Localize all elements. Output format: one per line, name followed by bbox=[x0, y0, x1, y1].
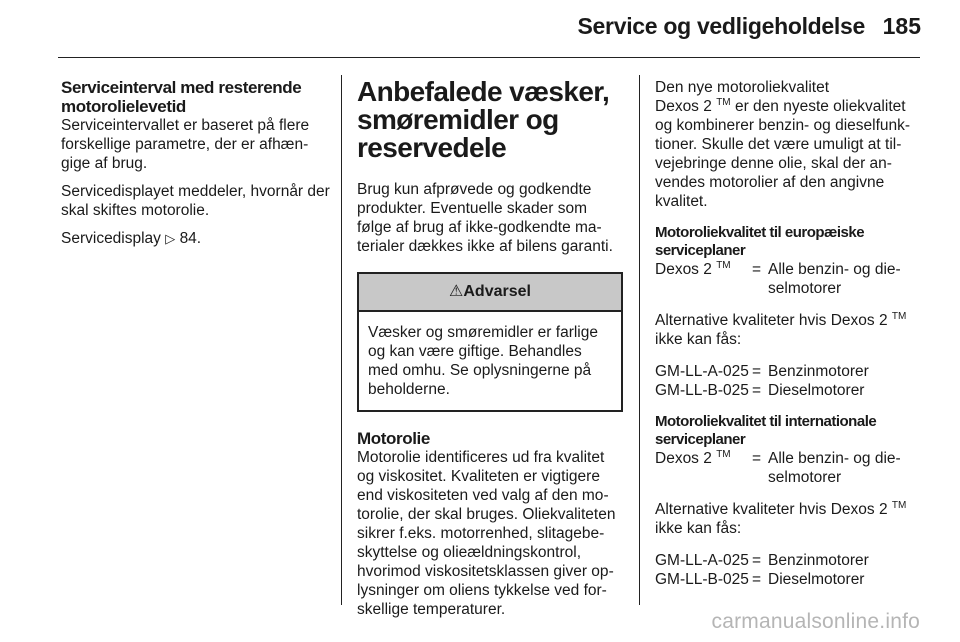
dexos-label: Dexos 2 bbox=[655, 98, 712, 115]
table-cell-value: Alle benzin- og dieselmotorer bbox=[768, 261, 901, 297]
paragraph-reference bbox=[61, 229, 331, 248]
oil-table-eu bbox=[655, 362, 927, 400]
warning-header bbox=[359, 274, 621, 312]
oil-table-intl bbox=[655, 551, 927, 589]
table-cell-eq: = bbox=[752, 571, 762, 588]
table-cell-value: Benzinmotorer bbox=[768, 552, 869, 569]
section-heading-eu: Motoroliekvalitet til europæiske serviceplaner bbox=[655, 224, 865, 259]
watermark: carmanualsonline.info bbox=[711, 610, 920, 633]
table-cell-eq: = bbox=[752, 552, 762, 569]
paragraph: Motorolie identificeres ud fra kvalitet og viskositet. Kvaliteten er vigtigere end viskositeten ved valg af den motorolie, der skal bruges. Oliekvaliteten sikrer f.eks. motorrenhed, slitagebeskyttelse og olieældningskontrol, hvorimod viskositetsklassen giver oplysninger om oliens tykkelse ved forskellige temperaturer. bbox=[357, 449, 616, 618]
paragraph-alternatives: Alternative kvaliteter hvis Dexos 2 ™ ikke kan fås: bbox=[655, 310, 907, 348]
reference-text: Servicedisplay bbox=[61, 230, 161, 247]
table-cell-eq: = bbox=[752, 363, 762, 380]
column-divider-2 bbox=[639, 75, 640, 605]
column-1 bbox=[61, 78, 331, 248]
header-divider bbox=[58, 57, 920, 58]
subheading-text: Den nye motoroliekvalitet bbox=[655, 79, 830, 96]
column-3 bbox=[655, 78, 927, 589]
section-heading-motorolie: Motorolie bbox=[357, 429, 430, 448]
oil-table-intl-dexos bbox=[655, 449, 927, 487]
table-cell-code: Dexos 2 ™ bbox=[655, 448, 731, 467]
dexos-description: er den nyeste oliekvalitet og kombinerer benzin- og dieselfunktioner. Skulle det være umuligt at tilvejebringe denne olie, skal der anvendes motorolier af den angivne kvalitet. bbox=[655, 98, 911, 210]
paragraph-dexos bbox=[655, 97, 927, 211]
table-cell-value: Dieselmotorer bbox=[768, 382, 865, 399]
table-cell-code: GM-LL-A-025 bbox=[655, 363, 749, 380]
column-2 bbox=[357, 78, 625, 619]
warning-title: Advarsel bbox=[463, 283, 531, 300]
table-cell-code: GM-LL-B-025 bbox=[655, 571, 749, 588]
warning-icon: ⚠ bbox=[449, 283, 464, 300]
table-cell-value: Dieselmotorer bbox=[768, 571, 865, 588]
reference-page[interactable]: 84. bbox=[179, 230, 202, 247]
section-heading-international: Motoroliekvalitet til internationale serviceplaner bbox=[655, 413, 877, 448]
paragraph: Serviceintervallet er baseret på flere forskellige parametre, der er afhængige af brug. bbox=[61, 117, 310, 172]
section-heading-service-interval: Serviceinterval med resterende motorolielevetid bbox=[61, 78, 302, 116]
table-cell-value: Alle benzin- og dieselmotorer bbox=[768, 450, 901, 486]
table-cell-code: GM-LL-B-025 bbox=[655, 382, 749, 399]
column-divider-1 bbox=[341, 75, 342, 605]
paragraph-alternatives: Alternative kvaliteter hvis Dexos 2 ™ ikke kan fås: bbox=[655, 499, 907, 537]
table-cell-value: Benzinmotorer bbox=[768, 363, 869, 380]
trademark: TM bbox=[716, 96, 731, 108]
page-number: 185 bbox=[882, 13, 921, 39]
oil-table-eu-dexos bbox=[655, 260, 927, 298]
table-cell-eq: = bbox=[752, 450, 762, 467]
paragraph: Brug kun afprøvede og godkendte produkter. Eventuelle skader som følge af brug af ikke-godkendte materialer dækkes ikke af bilens garanti. bbox=[357, 181, 613, 255]
table-cell-eq: = bbox=[752, 261, 762, 278]
warning-box bbox=[357, 272, 623, 412]
table-cell-eq: = bbox=[752, 382, 762, 399]
page-title: Service og vedligeholdelse bbox=[577, 13, 865, 39]
section-heading-fluids: Anbefalede væsker, smøremidler og reservedele bbox=[357, 76, 610, 163]
paragraph: Servicedisplayet meddeler, hvornår der skal skiftes motorolie. bbox=[61, 183, 330, 219]
page-reference-icon: ▷ bbox=[165, 231, 176, 246]
warning-text: Væsker og smøremidler er farlige og kan være giftige. Behandles med omhu. Se oplysningerne på beholderne. bbox=[368, 324, 598, 398]
table-cell-code: Dexos 2 ™ bbox=[655, 259, 731, 278]
table-cell-code: GM-LL-A-025 bbox=[655, 552, 749, 569]
